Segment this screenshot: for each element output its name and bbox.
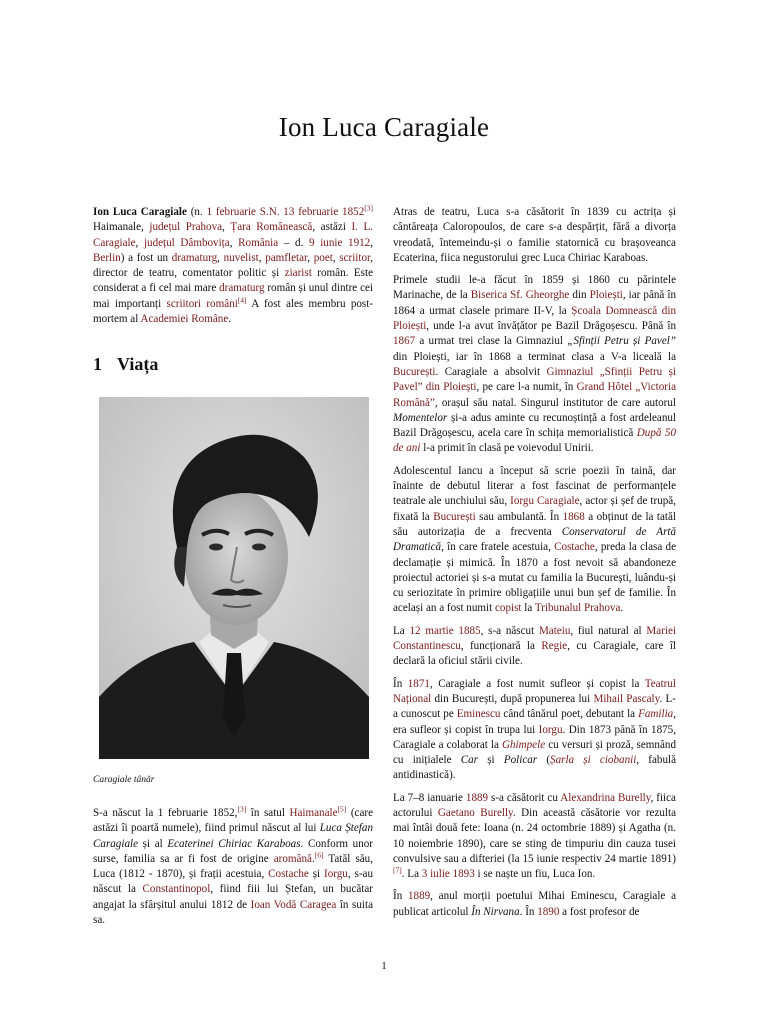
page-number: 1 <box>381 960 387 972</box>
link-mariei-constantinescu[interactable]: Mariei Constantinescu <box>393 624 676 653</box>
bio-paragraph: S-a născut la 1 februarie 1852,[3] în satul Haimanale[5] (care astăzi îi poartă numele), fiind primul născut al lui Luca Ștefan Caragiale și al Ecaterinei Chiriac Karaboas. Conform unor surse, familia sa ar fi fost de origine aromână.[6] Tatăl său, Luca (1812 - 1870), și frații acestuia, Costache și Iorgu, s-au născut la Constantinopol, fiind fiii lui Ștefan, un bucătar angajat la sfârșitul anului 1812 de Ioan Vodă Caragea în suita sa. <box>93 804 374 927</box>
ref-4-link[interactable]: [4] <box>237 295 247 305</box>
figure-caption: Caragiale tânăr <box>93 774 155 785</box>
link-mihail-pascaly[interactable]: Mihail Pascaly <box>593 692 660 705</box>
link-constantinopol[interactable]: Constantinopol <box>142 883 211 896</box>
ref-3-link[interactable]: [3] <box>364 203 373 213</box>
link-teatrul-national[interactable]: Teatrul Național <box>393 677 676 705</box>
portrait-image <box>99 397 369 759</box>
link-nuvelist[interactable]: nuvelist <box>223 251 259 264</box>
link-costache[interactable]: Costache <box>268 868 309 881</box>
link-ioan-voda-caragea[interactable]: Ioan Vodă Caragea <box>250 898 337 911</box>
link-iorgu-caragiale[interactable]: Iorgu Caragiale <box>510 495 580 508</box>
link-dramaturg[interactable]: dramaturg <box>171 251 218 264</box>
link-scriitori-romani[interactable]: scriitori români <box>166 297 238 310</box>
intro-paragraph: Ion Luca Caragiale (n. 1 februarie S.N. 13 februarie 1852[3] Haimanale, județul Prahova, Țara Românească, astăzi I. L. Caragiale, județul Dâmbovița, România – d. 9 iunie 1912, Berlin) a fost un dramaturg, nuvelist, pamfletar, poet, scriitor, director de teatru, comentator politic și ziarist român. Este considerat a fi cel mai mare dramaturg român și unul dintre cei mai importanți scriitori români[4] A fost ales membru post-mortem al Academiei Române. <box>93 203 374 326</box>
link-tribunalul-prahova[interactable]: Tribunalul Prahova <box>534 602 621 615</box>
ref-7-link[interactable]: [7] <box>393 865 402 875</box>
paragraph-1889-nirvana: În 1889, anul morții poetului Mihai Eminescu, Caragiale a publicat articolul În Nirvana. În 1890 a fost profesor de <box>393 890 676 918</box>
link-regie[interactable]: Regie <box>541 640 568 653</box>
link-ziarist[interactable]: ziarist <box>284 267 312 280</box>
link-scoala-domneasca[interactable]: Școala Domnească din Ploiești <box>393 304 676 333</box>
ref-3-link[interactable]: [3] <box>237 804 247 814</box>
link-bucuresti[interactable]: București <box>393 365 436 378</box>
paragraph-mateiu: La 12 martie 1885, s-a născut Mateiu, fiul natural al Mariei Constantinescu, funcționară la Regie, cu Caragiale, care îl declară la oficiul stării civile. <box>393 624 676 668</box>
link-iorgu[interactable]: Iorgu <box>324 868 348 881</box>
paragraph-marriage: Atras de teatru, Luca s-a căsătorit în 1839 cu actrița și cântăreața Caloropoulos, de care s-a despărțit, fără a divorța vreodată, întemeindu-și o familie statornică cu brașoveanca Ecaterina, fiica negustorului grec Luca Chiriac Karaboas. <box>393 206 676 264</box>
link-copist[interactable]: copist <box>494 602 522 615</box>
birth-date-link[interactable]: 1 februarie S.N. 13 februarie 1852 <box>206 206 365 218</box>
link-1889[interactable]: 1889 <box>465 791 489 804</box>
left-column <box>93 205 373 935</box>
link-alexandrina-burelly[interactable]: Alexandrina Burelly <box>560 791 651 804</box>
paragraph-1871: În 1871, Caragiale a fost numit sufleor și copist la Teatrul Național din București, după propunerea lui Mihail Pascaly. L-a cunoscut pe Eminescu când tânărul poet, debutant la Familia, era sufleor și copist în trupa lui Iorgu. Din 1873 până în 1875, Caragiale a colaborat la Ghimpele cu versuri și proză, semnând cu inițialele Car și Policar (Șarla și ciobanii, fabulă antidinastică). <box>393 677 677 782</box>
link-gaetano-burelly[interactable]: Gaetano Burelly <box>437 806 513 819</box>
section-title: Viața <box>117 354 159 375</box>
link-il-caragiale[interactable]: I. L. Caragiale <box>93 221 374 249</box>
link-1867[interactable]: 1867 <box>393 335 416 348</box>
section-number: 1 <box>93 354 102 375</box>
link-ploiesti[interactable]: Ploiești <box>589 289 623 302</box>
link-bucuresti[interactable]: București <box>433 510 476 523</box>
right-column <box>393 205 676 927</box>
link-eminescu[interactable]: Eminescu <box>456 708 501 721</box>
link-costache[interactable]: Costache <box>554 541 595 554</box>
link-gimnaziul[interactable]: Gimnaziul „Sfinții Petru și Pavel” din Ploiești <box>393 365 677 394</box>
link-1890[interactable]: 1890 <box>537 905 560 918</box>
subject-name: Ion Luca Caragiale <box>93 206 187 218</box>
link-1868[interactable]: 1868 <box>562 510 585 523</box>
link-dupa-50-de-ani[interactable]: După 50 de ani <box>393 427 676 455</box>
link-1889[interactable]: 1889 <box>407 890 431 903</box>
link-haimanale[interactable]: Haimanale <box>289 806 338 819</box>
link-poet[interactable]: poet <box>313 251 333 264</box>
link-aromana[interactable]: aromână <box>273 852 312 865</box>
death-date-link[interactable]: 9 iunie 1912 <box>309 236 371 249</box>
link-berlin[interactable]: Berlin <box>93 251 121 264</box>
link-3-iulie-1893[interactable]: 3 iulie 1893 <box>421 868 475 881</box>
link-mateiu[interactable]: Mateiu <box>538 624 571 637</box>
ref-5-link[interactable]: [5] <box>337 804 347 814</box>
link-scriitor[interactable]: scriitor <box>339 251 371 264</box>
paragraph-adolescence: Adolescentul Iancu a început să scrie poezii în taină, dar înainte de debutul literar a fost fascinat de performanțele teatrale ale unchiului său, Iorgu Caragiale, actor și șef de trupă, fixată la București sau ambulantă. În 1868 a obținut de la tatăl său autorizația de a frecventa Conservatorul de Artă Dramatică, în care fratele acestuia, Costache, preda la clasa de declamație și mimică. În 1870 a fost nevoit să abandoneze proiectul actoriei și s-a mutat cu familia la București, luându-și cu seriozitate în primire obligațiile unui bun șef de familie. În același an a fost numit copist la Tribunalul Prahova. <box>393 464 677 615</box>
link-pamfletar[interactable]: pamfletar <box>265 251 308 264</box>
paragraph-studies: Primele studii le-a făcut în 1859 și 1860 cu părintele Marinache, de la Biserica Sf. Gheorghe din Ploiești, iar până în 1864 a urmat clasele primare II-V, la Școala Domnească din Ploiești, unde l-a avut învățător pe Bazil Drăgoșescu. Până în 1867 a urmat trei clase la Gimnaziul „Sfinții Petru și Pavel” din Ploiești, iar în 1868 a terminat clasa a V-a liceală la București. Caragiale a absolvit Gimnaziul „Sfinții Petru și Pavel” din Ploiești, pe care l-a numit, în Grand Hôtel „Victoria Română”, orașul său natal. Singurul institutor de care autorul Momentelor și-a adus aminte cu recunoștință a fost ardeleanul Bazil Drăgoșescu, acela care în schița memorialistică După 50 de ani l-a primit în clasă pe voievodul Unirii. <box>393 274 677 455</box>
link-biserica[interactable]: Biserica Sf. Gheorghe <box>470 289 570 302</box>
page-title: Ion Luca Caragiale <box>278 112 490 142</box>
section-heading <box>93 354 373 375</box>
link-sarla-si-ciobanii[interactable]: Șarla și ciobanii <box>550 754 637 767</box>
link-romania[interactable]: România <box>238 236 279 249</box>
paragraph-1889-marriage: La 7–8 ianuarie 1889 s-a căsătorit cu Alexandrina Burelly, fiica actorului Gaetano Burelly. Din această căsătorie vor rezulta mai întâi două fete: Ioana (n. 24 octombrie 1889) și Agatha (n. 10 noiembrie 1890), care se sting de timpuriu din cauza tusei convulsive sau a difteriei (la 15 iunie respectiv 24 martie 1891)[7]. La 3 iulie 1893 i se naște un fiu, Luca Ion. <box>393 791 676 881</box>
link-academiei-romane[interactable]: Academiei Române <box>140 313 229 326</box>
link-familia[interactable]: Familia <box>638 708 674 721</box>
link-judetul-dambovita[interactable]: județul Dâmbovița <box>143 236 230 249</box>
link-judetul-prahova[interactable]: județul Prahova <box>149 221 223 234</box>
link-grand-hotel[interactable]: Grand Hôtel „Victoria Română” <box>393 381 676 409</box>
link-tara-romaneasca[interactable]: Țara Românească <box>230 221 313 234</box>
link-12-martie-1885[interactable]: 12 martie 1885 <box>409 624 481 637</box>
link-dramaturg-2[interactable]: dramaturg <box>219 282 265 295</box>
link-1871[interactable]: 1871 <box>407 677 430 690</box>
link-ghimpele[interactable]: Ghimpele <box>501 738 546 751</box>
ref-6-link[interactable]: [6] <box>314 850 324 860</box>
link-iorgu[interactable]: Iorgu <box>538 723 563 736</box>
